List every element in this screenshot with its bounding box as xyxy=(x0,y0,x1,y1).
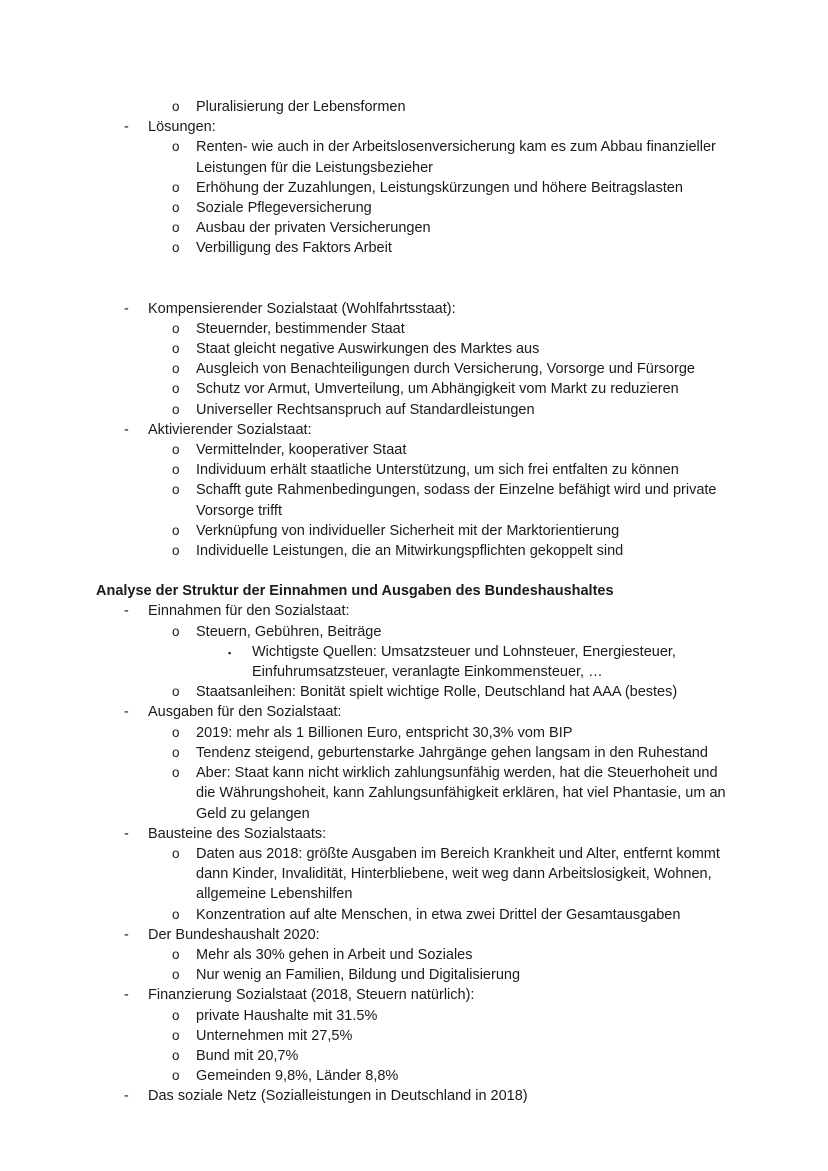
list-item xyxy=(96,1006,736,1026)
bullet-circle-icon: o xyxy=(172,967,180,983)
notes-list xyxy=(96,97,736,1107)
list-item-text: Pluralisierung der Lebensformen xyxy=(196,99,406,115)
list-item-text: Ausgleich von Benachteiligungen durch Versicherung, Vorsorge und Fürsorge xyxy=(196,361,695,378)
list-item-text: Der Bundeshaushalt 2020: xyxy=(148,926,320,943)
list-item xyxy=(96,844,736,905)
list-item-text: Verknüpfung von individueller Sicherheit mit der Marktorientierung xyxy=(196,522,620,539)
list-item xyxy=(96,359,736,379)
list-item xyxy=(96,743,736,763)
section-heading: Analyse der Struktur der Einnahmen und Ausgaben des Bundeshaushaltes xyxy=(96,583,614,600)
list-item xyxy=(96,925,736,945)
list-item-text: Daten aus 2018: größte Ausgaben im Bereich Krankheit und Alter, entfernt kommt dann Kinder, Invalidität, Hinterbliebene, weit weg dann Arbeitslosigkeit, Wohnen, allgemeine Lebenshilfen xyxy=(196,845,720,903)
bullet-circle-icon: o xyxy=(172,99,180,114)
bullet-circle-icon: o xyxy=(172,765,180,781)
list-item xyxy=(96,218,736,238)
list-item-text: Erhöhung der Zuzahlungen, Leistungskürzungen und höhere Beitragslasten xyxy=(196,179,683,196)
bullet-circle-icon: o xyxy=(172,482,180,498)
list-item-text: Finanzierung Sozialstaat (2018, Steuern natürlich): xyxy=(148,987,475,1004)
list-item-text: Ausgaben für den Sozialstaat: xyxy=(148,704,342,721)
list-item xyxy=(96,622,736,642)
list-item xyxy=(96,1026,736,1046)
list-item xyxy=(96,965,736,985)
bullet-circle-icon: o xyxy=(172,442,180,458)
bullet-circle-icon: o xyxy=(172,381,180,397)
list-item xyxy=(96,379,736,399)
list-item xyxy=(96,601,736,621)
list-item-text: Bausteine des Sozialstaats: xyxy=(148,825,327,842)
bullet-circle-icon: o xyxy=(172,240,180,256)
list-item xyxy=(96,682,736,702)
list-item-text: Universeller Rechtsanspruch auf Standardleistungen xyxy=(196,401,535,418)
bullet-square-icon: ▪ xyxy=(228,647,232,658)
bullet-dash-icon: - xyxy=(124,926,129,943)
list-item xyxy=(96,97,736,117)
list-item xyxy=(96,319,736,339)
list-item xyxy=(96,178,736,198)
bullet-circle-icon: o xyxy=(172,320,180,336)
bullet-circle-icon: o xyxy=(172,179,180,195)
list-item-text: Mehr als 30% gehen in Arbeit und Soziales xyxy=(196,946,473,963)
list-item-text: Verbilligung des Faktors Arbeit xyxy=(196,240,392,257)
list-item-text: Schutz vor Armut, Umverteilung, um Abhängigkeit vom Markt zu reduzieren xyxy=(196,381,679,398)
list-item xyxy=(96,117,736,137)
list-item xyxy=(96,238,736,258)
list-item-text: Tendenz steigend, geburtenstarke Jahrgänge gehen langsam in den Ruhestand xyxy=(196,744,708,761)
list-item xyxy=(96,763,736,824)
list-item xyxy=(96,824,736,844)
bullet-dash-icon: - xyxy=(124,825,129,842)
bullet-circle-icon: o xyxy=(172,220,180,236)
blank-line xyxy=(96,259,736,299)
list-item xyxy=(96,1086,736,1106)
list-item-text: Aber: Staat kann nicht wirklich zahlungsunfähig werden, hat die Steuerhoheit und die Währungshoheit, kann Zahlungsunfähigkeit erklären, hat viel Phantasie, um an Geld zu gelangen xyxy=(196,765,726,822)
bullet-circle-icon: o xyxy=(172,543,180,559)
bullet-circle-icon: o xyxy=(172,623,180,639)
list-item xyxy=(96,299,736,319)
list-item-text: Aktivierender Sozialstaat: xyxy=(148,421,312,438)
list-item xyxy=(96,198,736,218)
bullet-dash-icon: - xyxy=(124,987,129,1004)
bullet-circle-icon: o xyxy=(172,462,180,478)
list-item xyxy=(96,723,736,743)
list-item-text: Nur wenig an Familien, Bildung und Digitalisierung xyxy=(196,967,521,984)
bullet-circle-icon: o xyxy=(172,522,180,538)
list-item-text: Unternehmen mit 27,5% xyxy=(196,1027,353,1044)
list-item-text: Kompensierender Sozialstaat (Wohlfahrtsstaat): xyxy=(148,300,456,317)
bullet-circle-icon: o xyxy=(172,724,180,740)
bullet-circle-icon: o xyxy=(172,1047,180,1063)
list-item-text: Konzentration auf alte Menschen, in etwa zwei Drittel der Gesamtausgaben xyxy=(196,906,681,923)
list-item xyxy=(96,905,736,925)
bullet-dash-icon: - xyxy=(124,119,129,136)
bullet-circle-icon: o xyxy=(172,684,180,700)
blank-line xyxy=(96,561,736,581)
bullet-circle-icon: o xyxy=(172,200,180,216)
list-item-text: Steuern, Gebühren, Beiträge xyxy=(196,623,382,640)
list-item-text: Wichtigste Quellen: Umsatzsteuer und Lohnsteuer, Energiesteuer, Einfuhrumsatzsteuer, veranlagte Einkommensteuer, … xyxy=(252,643,676,681)
list-item xyxy=(96,642,736,682)
list-item-text: Individuelle Leistungen, die an Mitwirkungspflichten gekoppelt sind xyxy=(196,543,624,560)
list-item xyxy=(96,985,736,1005)
list-item-text: Einnahmen für den Sozialstaat: xyxy=(148,603,350,620)
list-item-text: Individuum erhält staatliche Unterstützung, um sich frei entfalten zu können xyxy=(196,462,679,479)
bullet-circle-icon: o xyxy=(172,1068,180,1084)
list-item xyxy=(96,339,736,359)
bullet-circle-icon: o xyxy=(172,341,180,357)
list-item xyxy=(96,420,736,440)
list-item-text: Staat gleicht negative Auswirkungen des Marktes aus xyxy=(196,341,540,358)
bullet-circle-icon: o xyxy=(172,946,180,962)
list-item xyxy=(96,541,736,561)
list-item xyxy=(96,137,736,177)
bullet-dash-icon: - xyxy=(124,1088,129,1105)
list-item-text: Gemeinden 9,8%, Länder 8,8% xyxy=(196,1068,399,1085)
bullet-circle-icon: o xyxy=(172,845,180,861)
bullet-dash-icon: - xyxy=(124,300,129,317)
list-item-text: Ausbau der privaten Versicherungen xyxy=(196,220,431,237)
bullet-circle-icon: o xyxy=(172,906,180,922)
list-item-text: Bund mit 20,7% xyxy=(196,1047,299,1064)
list-item-text: Steuernder, bestimmender Staat xyxy=(196,320,405,337)
bullet-dash-icon: - xyxy=(124,704,129,721)
list-item-text: Vermittelnder, kooperativer Staat xyxy=(196,442,407,459)
list-item xyxy=(96,400,736,420)
bullet-dash-icon: - xyxy=(124,603,129,620)
list-item xyxy=(96,440,736,460)
list-item-text: 2019: mehr als 1 Billionen Euro, entspricht 30,3% vom BIP xyxy=(196,724,573,741)
list-item xyxy=(96,521,736,541)
list-item-text: Schafft gute Rahmenbedingungen, sodass der Einzelne befähigt wird und private Vorsorge trifft xyxy=(196,482,717,519)
bullet-dash-icon: - xyxy=(124,421,129,438)
list-item xyxy=(96,1066,736,1086)
list-item-text: Renten- wie auch in der Arbeitslosenversicherung kam es zum Abbau finanzieller Leistungen für die Leistungsbezieher xyxy=(196,139,716,176)
bullet-circle-icon: o xyxy=(172,401,180,417)
list-item-text: private Haushalte mit 31.5% xyxy=(196,1007,378,1024)
list-item xyxy=(96,1046,736,1066)
list-item xyxy=(96,702,736,722)
list-item xyxy=(96,460,736,480)
bullet-circle-icon: o xyxy=(172,1027,180,1043)
list-item xyxy=(96,945,736,965)
list-item-text: Lösungen: xyxy=(148,119,216,136)
list-item xyxy=(96,480,736,520)
bullet-circle-icon: o xyxy=(172,744,180,760)
bullet-circle-icon: o xyxy=(172,361,180,377)
list-item-text: Staatsanleihen: Bonität spielt wichtige Rolle, Deutschland hat AAA (bestes) xyxy=(196,684,678,701)
list-item-text: Das soziale Netz (Sozialleistungen in Deutschland in 2018) xyxy=(148,1088,528,1105)
list-item-text: Soziale Pflegeversicherung xyxy=(196,200,372,217)
bullet-circle-icon: o xyxy=(172,139,180,155)
bullet-circle-icon: o xyxy=(172,1007,180,1023)
